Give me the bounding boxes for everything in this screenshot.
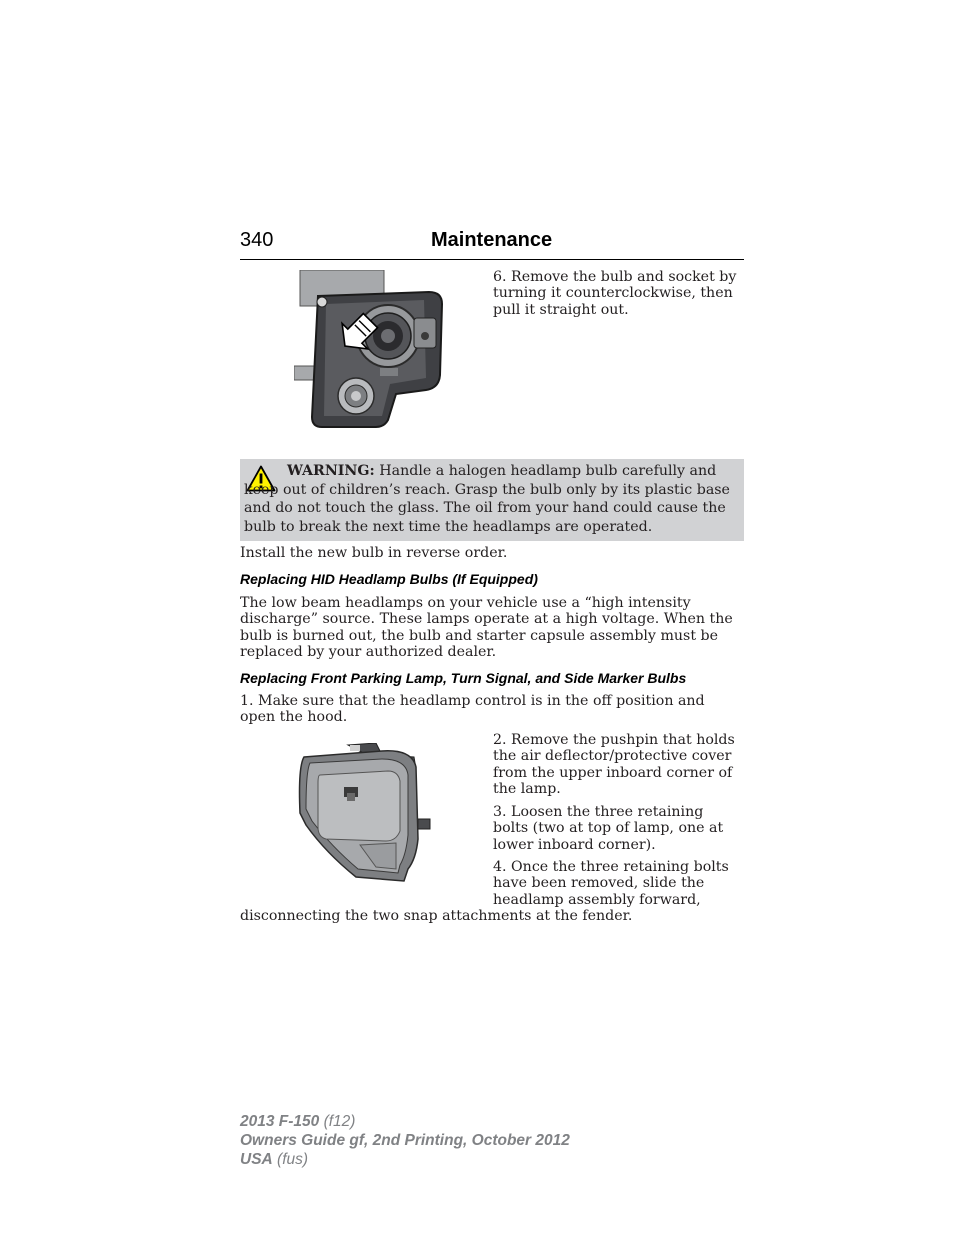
- page-number: 340: [240, 229, 274, 251]
- header-rule: [240, 259, 744, 260]
- install-text: Install the new bulb in reverse order.: [240, 545, 508, 561]
- step-2-text: 2. Remove the pushpin that holds the air deflector/protective cover from the upper inboard corner of the lamp.: [493, 732, 735, 798]
- hid-heading: Replacing HID Headlamp Bulbs (If Equipped): [240, 571, 538, 587]
- footer-model: 2013 F-150: [240, 1113, 320, 1130]
- front-bulbs-heading: Replacing Front Parking Lamp, Turn Signal, and Side Marker Bulbs: [240, 670, 687, 686]
- footer-model-code: (f12): [323, 1113, 356, 1130]
- footer: [240, 1112, 570, 1169]
- footer-region: USA: [240, 1151, 273, 1168]
- step-6-text: 6. Remove the bulb and socket by turning it counterclockwise, then pull it straight out.: [493, 269, 737, 318]
- warning-body: Handle a halogen headlamp bulb carefully and keep out of children’s reach. Grasp the bulb only by its plastic base and do not touch the glass. The oil from your hand could cause the bulb to break the next time the headlamps are operated.: [244, 463, 730, 535]
- footer-guide: Owners Guide gf, 2nd Printing, October 2012: [240, 1132, 570, 1149]
- step-1-text: 1. Make sure that the headlamp control is in the off position and open the hood.: [240, 693, 705, 726]
- warning-text: [244, 462, 738, 536]
- footer-region-code: (fus): [277, 1151, 309, 1168]
- step-4-continuation: disconnecting the two snap attachments at the fender.: [240, 908, 633, 924]
- page-title: Maintenance: [431, 229, 553, 251]
- warning-box: [240, 459, 744, 541]
- warning-label: WARNING:: [287, 463, 375, 479]
- bulb-socket-illustration: [294, 270, 446, 430]
- headlamp-assembly-illustration: [296, 743, 436, 885]
- hid-text: The low beam headlamps on your vehicle use a “high intensity discharge” source. These lamps operate at a high voltage. When the bulb is burned out, the bulb and starter capsule assembly must be replaced by your authorized dealer.: [240, 595, 733, 661]
- step-3-text: 3. Loosen the three retaining bolts (two at top of lamp, one at lower inboard corner).: [493, 804, 724, 853]
- step-4-text: 4. Once the three retaining bolts have been removed, slide the headlamp assembly forward,: [493, 859, 729, 908]
